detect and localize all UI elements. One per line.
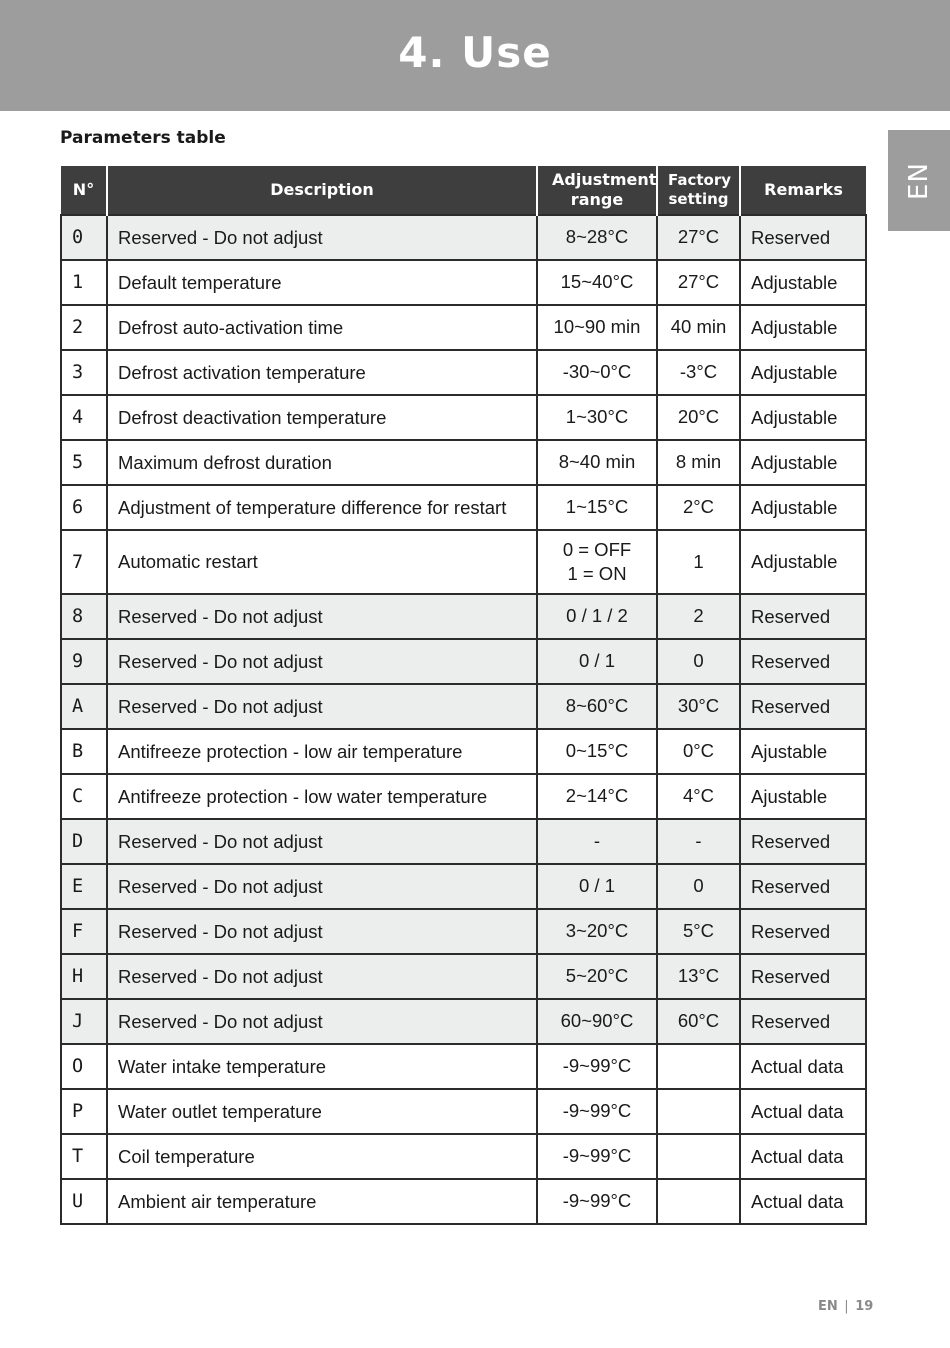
cell-factory-setting: 20°C <box>657 395 740 440</box>
cell-description: Maximum defrost duration <box>107 440 537 485</box>
cell-factory-setting: 8 min <box>657 440 740 485</box>
cell-remarks: Reserved <box>740 954 866 999</box>
cell-description: Antifreeze protection - low water temperature <box>107 774 537 819</box>
column-header-number: N° <box>61 166 107 215</box>
cell-adjustment-range: 3~20°C <box>537 909 657 954</box>
table-row <box>61 774 866 819</box>
cell-remarks: Actual data <box>740 1179 866 1224</box>
cell-description: Reserved - Do not adjust <box>107 864 537 909</box>
table-row <box>61 639 866 684</box>
table-row <box>61 909 866 954</box>
cell-number: O <box>61 1044 107 1089</box>
cell-factory-setting: 2°C <box>657 485 740 530</box>
column-header-factory-setting: Factory setting <box>657 166 740 215</box>
cell-description: Ambient air temperature <box>107 1179 537 1224</box>
cell-remarks: Actual data <box>740 1044 866 1089</box>
cell-adjustment-range: 8~60°C <box>537 684 657 729</box>
table-row <box>61 440 866 485</box>
table-row <box>61 1134 866 1179</box>
cell-description: Automatic restart <box>107 530 537 594</box>
table-row <box>61 999 866 1044</box>
cell-remarks: Ajustable <box>740 774 866 819</box>
cell-description: Reserved - Do not adjust <box>107 954 537 999</box>
cell-adjustment-range: -9~99°C <box>537 1179 657 1224</box>
range-line: 1 = ON <box>567 563 627 584</box>
cell-remarks: Adjustable <box>740 440 866 485</box>
cell-remarks: Reserved <box>740 215 866 260</box>
cell-factory-setting: -3°C <box>657 350 740 395</box>
cell-factory-setting <box>657 1044 740 1089</box>
cell-number: U <box>61 1179 107 1224</box>
cell-description: Reserved - Do not adjust <box>107 909 537 954</box>
column-header-description: Description <box>107 166 537 215</box>
cell-number: 9 <box>61 639 107 684</box>
page-title: 4. Use <box>398 28 552 77</box>
cell-adjustment-range: 2~14°C <box>537 774 657 819</box>
cell-description: Reserved - Do not adjust <box>107 819 537 864</box>
cell-remarks: Actual data <box>740 1089 866 1134</box>
footer-lang: EN <box>818 1299 838 1314</box>
cell-description: Defrost auto-activation time <box>107 305 537 350</box>
cell-description: Water intake temperature <box>107 1044 537 1089</box>
column-header-adjustment-range: Adjustment range <box>537 166 657 215</box>
cell-adjustment-range <box>537 530 657 594</box>
cell-remarks: Adjustable <box>740 395 866 440</box>
cell-description: Reserved - Do not adjust <box>107 999 537 1044</box>
cell-remarks: Adjustable <box>740 305 866 350</box>
cell-factory-setting: - <box>657 819 740 864</box>
cell-adjustment-range: 10~90 min <box>537 305 657 350</box>
cell-adjustment-range: 0 / 1 / 2 <box>537 594 657 639</box>
cell-remarks: Adjustable <box>740 350 866 395</box>
table-row <box>61 350 866 395</box>
cell-adjustment-range: 5~20°C <box>537 954 657 999</box>
table-row <box>61 954 866 999</box>
cell-remarks: Adjustable <box>740 485 866 530</box>
cell-description: Water outlet temperature <box>107 1089 537 1134</box>
table-row <box>61 1089 866 1134</box>
cell-description: Reserved - Do not adjust <box>107 215 537 260</box>
table-row <box>61 1179 866 1224</box>
cell-number: 3 <box>61 350 107 395</box>
section-heading: Parameters table <box>60 128 226 148</box>
language-tab <box>888 130 950 231</box>
table-header-row <box>61 166 866 215</box>
cell-adjustment-range: -9~99°C <box>537 1044 657 1089</box>
cell-adjustment-range: -9~99°C <box>537 1134 657 1179</box>
cell-description: Reserved - Do not adjust <box>107 639 537 684</box>
cell-factory-setting: 0°C <box>657 729 740 774</box>
cell-number: D <box>61 819 107 864</box>
cell-factory-setting: 4°C <box>657 774 740 819</box>
parameters-table <box>60 166 867 1225</box>
cell-number: 6 <box>61 485 107 530</box>
cell-description: Default temperature <box>107 260 537 305</box>
cell-factory-setting: 0 <box>657 639 740 684</box>
cell-factory-setting: 0 <box>657 864 740 909</box>
cell-number: F <box>61 909 107 954</box>
cell-factory-setting: 60°C <box>657 999 740 1044</box>
page-footer <box>818 1299 873 1314</box>
cell-adjustment-range: -30~0°C <box>537 350 657 395</box>
cell-description: Reserved - Do not adjust <box>107 594 537 639</box>
cell-factory-setting: 30°C <box>657 684 740 729</box>
cell-number: 5 <box>61 440 107 485</box>
table-row <box>61 684 866 729</box>
cell-number: H <box>61 954 107 999</box>
table-row <box>61 485 866 530</box>
cell-number: 4 <box>61 395 107 440</box>
cell-factory-setting <box>657 1134 740 1179</box>
cell-factory-setting <box>657 1089 740 1134</box>
cell-factory-setting: 13°C <box>657 954 740 999</box>
cell-adjustment-range: 0~15°C <box>537 729 657 774</box>
table-row <box>61 215 866 260</box>
cell-description: Antifreeze protection - low air temperature <box>107 729 537 774</box>
cell-description: Coil temperature <box>107 1134 537 1179</box>
cell-description: Defrost deactivation temperature <box>107 395 537 440</box>
cell-factory-setting: 27°C <box>657 215 740 260</box>
cell-adjustment-range: - <box>537 819 657 864</box>
cell-remarks: Ajustable <box>740 729 866 774</box>
cell-number: J <box>61 999 107 1044</box>
cell-factory-setting <box>657 1179 740 1224</box>
cell-factory-setting: 40 min <box>657 305 740 350</box>
cell-adjustment-range: -9~99°C <box>537 1089 657 1134</box>
table-row <box>61 864 866 909</box>
cell-factory-setting: 2 <box>657 594 740 639</box>
cell-description: Adjustment of temperature difference for restart <box>107 485 537 530</box>
cell-remarks: Reserved <box>740 594 866 639</box>
table-row <box>61 1044 866 1089</box>
cell-adjustment-range: 60~90°C <box>537 999 657 1044</box>
cell-remarks: Actual data <box>740 1134 866 1179</box>
cell-adjustment-range: 8~28°C <box>537 215 657 260</box>
table-row <box>61 819 866 864</box>
cell-number: 2 <box>61 305 107 350</box>
column-header-remarks: Remarks <box>740 166 866 215</box>
footer-separator: | <box>844 1299 849 1314</box>
cell-remarks: Reserved <box>740 999 866 1044</box>
cell-remarks: Reserved <box>740 819 866 864</box>
cell-adjustment-range: 8~40 min <box>537 440 657 485</box>
cell-description: Reserved - Do not adjust <box>107 684 537 729</box>
cell-number: A <box>61 684 107 729</box>
table-row <box>61 530 866 594</box>
cell-factory-setting: 5°C <box>657 909 740 954</box>
table-row <box>61 395 866 440</box>
cell-number: E <box>61 864 107 909</box>
cell-factory-setting: 27°C <box>657 260 740 305</box>
cell-factory-setting: 1 <box>657 530 740 594</box>
table-body <box>61 215 866 1224</box>
cell-adjustment-range: 15~40°C <box>537 260 657 305</box>
cell-number: B <box>61 729 107 774</box>
cell-number: P <box>61 1089 107 1134</box>
cell-number: 0 <box>61 215 107 260</box>
cell-adjustment-range: 0 / 1 <box>537 864 657 909</box>
cell-remarks: Reserved <box>740 864 866 909</box>
range-line: 0 = OFF <box>562 538 632 560</box>
cell-remarks: Adjustable <box>740 260 866 305</box>
cell-number: C <box>61 774 107 819</box>
cell-remarks: Reserved <box>740 684 866 729</box>
cell-description: Defrost activation temperature <box>107 350 537 395</box>
table-row <box>61 594 866 639</box>
cell-adjustment-range: 0 / 1 <box>537 639 657 684</box>
table-row <box>61 729 866 774</box>
cell-remarks: Reserved <box>740 909 866 954</box>
table-row <box>61 305 866 350</box>
cell-number: 8 <box>61 594 107 639</box>
cell-number: 1 <box>61 260 107 305</box>
cell-number: 7 <box>61 530 107 594</box>
cell-remarks: Reserved <box>740 639 866 684</box>
cell-remarks: Adjustable <box>740 530 866 594</box>
language-tab-label: EN <box>903 161 934 200</box>
table-row <box>61 260 866 305</box>
cell-adjustment-range: 1~30°C <box>537 395 657 440</box>
cell-number: T <box>61 1134 107 1179</box>
cell-adjustment-range: 1~15°C <box>537 485 657 530</box>
page-number: 19 <box>855 1299 874 1314</box>
